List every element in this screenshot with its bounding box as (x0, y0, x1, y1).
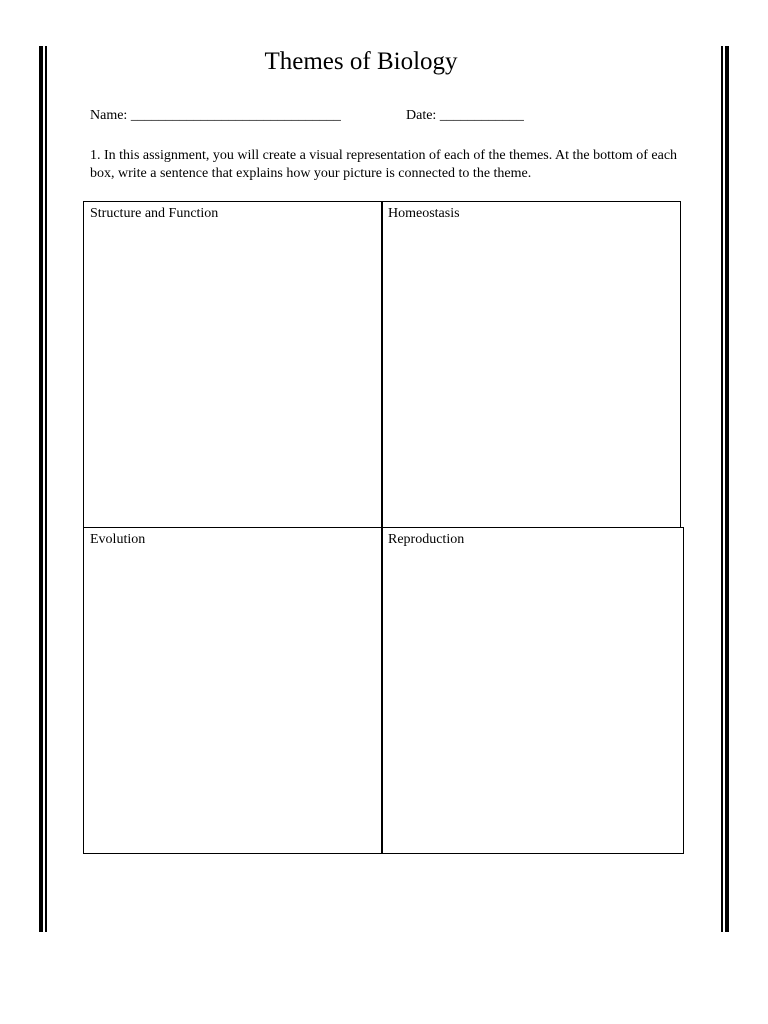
theme-box-homeostasis[interactable] (381, 201, 681, 528)
theme-box-evolution[interactable] (83, 527, 383, 854)
left-border-thin (45, 46, 47, 932)
theme-label-evolution: Evolution (90, 532, 146, 547)
right-border-thin (721, 46, 723, 932)
page-title: Themes of Biology (264, 48, 458, 75)
left-border-thick (39, 46, 43, 932)
theme-box-reproduction[interactable] (381, 527, 684, 854)
instructions-text: 1. In this assignment, you will create a visual representation of each of the themes. At the bottom of each box, write a sentence that explains how your picture is connected to the theme. (90, 148, 678, 181)
theme-label-reproduction: Reproduction (388, 532, 465, 547)
theme-label-homeostasis: Homeostasis (388, 206, 460, 221)
right-border-thick (725, 46, 729, 932)
theme-box-structure-function[interactable] (83, 201, 383, 528)
theme-label-structure-function: Structure and Function (90, 206, 219, 221)
name-field[interactable]: Name: ______________________________ (90, 108, 341, 123)
date-field[interactable]: Date: ____________ (406, 108, 524, 123)
